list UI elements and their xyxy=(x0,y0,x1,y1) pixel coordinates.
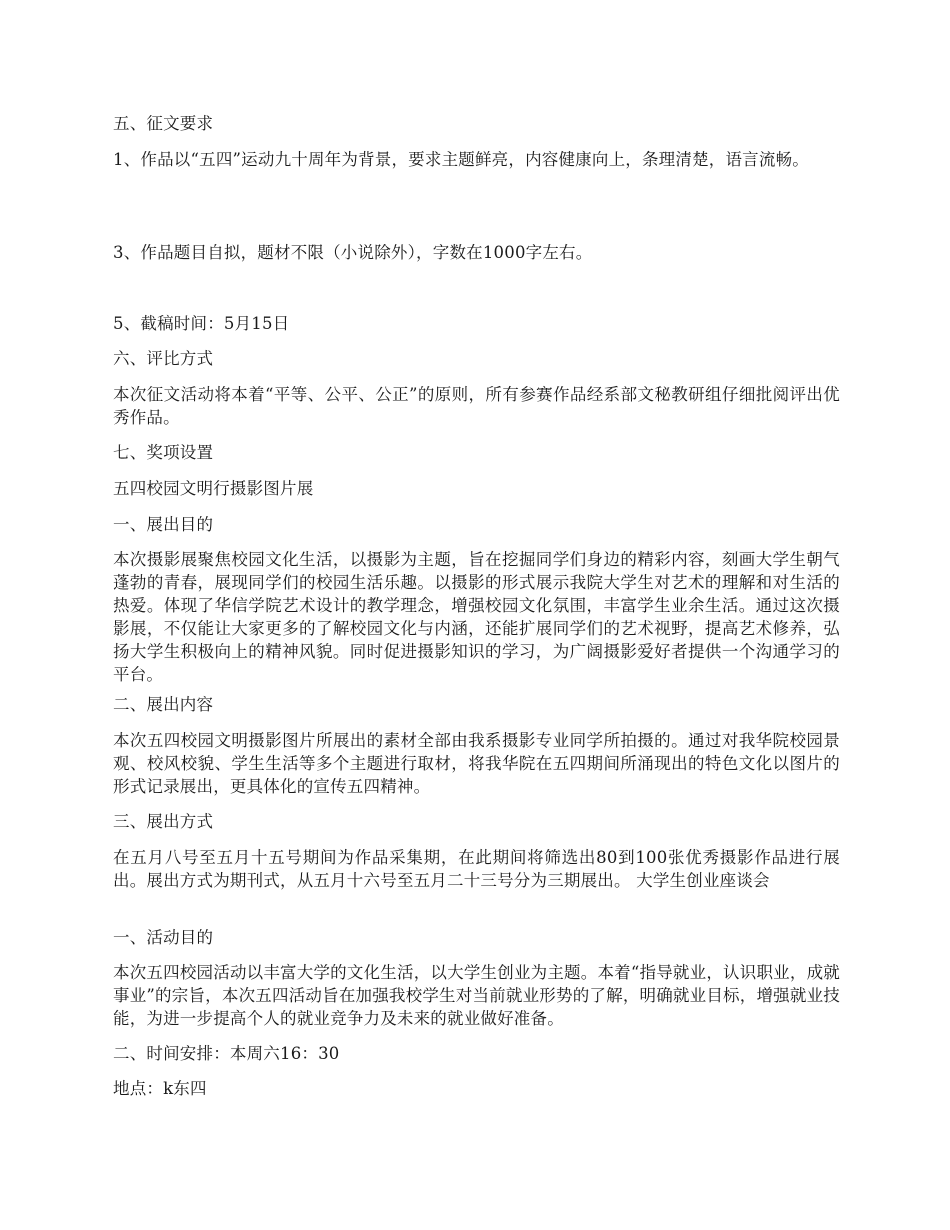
paragraph-requirement-3: 3、作品题目自拟，题材不限（小说除外），字数在1000字左右。 xyxy=(113,243,593,262)
section-heading-activity-purpose: 一、活动目的 xyxy=(113,928,214,947)
paragraph-activity-purpose: 本次五四校园活动以丰富大学的文化生活，以大学生创业为主题。本着“指导就业，认识职业，成就事业”的宗旨，本次五四活动旨在加强我校学生对当前就业形势的了解，明确就业目标，增强就业技能，为进一步提高个人的就业竞争力及未来的就业做好准备。 xyxy=(113,963,840,1028)
paragraph-location: 地点：k东四 xyxy=(113,1079,207,1098)
section-heading-exhibition-content: 二、展出内容 xyxy=(113,695,214,714)
paragraph-requirement-1: 1、作品以“五四”运动九十周年为背景，要求主题鲜亮，内容健康向上，条理清楚，语言流畅。 xyxy=(113,150,809,169)
section-heading-exhibition-purpose: 一、展出目的 xyxy=(113,515,214,534)
paragraph-deadline: 5、截稿时间：5月15日 xyxy=(113,314,290,333)
section-heading-exhibition-method: 三、展出方式 xyxy=(113,812,214,831)
paragraph-schedule: 二、时间安排：本周六16：30 xyxy=(113,1044,340,1063)
paragraph-judging: 本次征文活动将本着“平等、公平、公正”的原则，所有参赛作品经系部文秘教研组仔细批阅评出优秀作品。 xyxy=(113,385,840,427)
section-heading-awards: 七、奖项设置 xyxy=(113,443,214,462)
paragraph-exhibition-content: 本次五四校园文明摄影图片所展出的素材全部由我系摄影专业同学所拍摄的。通过对我华院校园景观、校风校貌、学生生活等多个主题进行取材，将我华院在五四期间所涌现出的特色文化以图片的形式记录展出，更具体化的宣传五四精神。 xyxy=(113,731,840,796)
event-title-photo-exhibition: 五四校园文明行摄影图片展 xyxy=(113,479,314,498)
paragraph-exhibition-method: 在五月八号至五月十五号期间为作品采集期，在此期间将筛选出80到100张优秀摄影作品进行展出。展出方式为期刊式，从五月十六号至五月二十三号分为三期展出。 大学生创业座谈会 xyxy=(113,848,840,890)
paragraph-exhibition-purpose: 本次摄影展聚焦校园文化生活，以摄影为主题，旨在挖掘同学们身边的精彩内容，刻画大学生朝气蓬勃的青春，展现同学们的校园生活乐趣。以摄影的形式展示我院大学生对艺术的理解和对生活的热爱。体现了华信学院艺术设计的教学理念，增强校园文化氛围，丰富学生业余生活。通过这次摄影展，不仅能让大家更多的了解校园文化与内涵，还能扩展同学们的艺术视野，提高艺术修养，弘扬大学生积极向上的精神风貌。同时促进摄影知识的学习，为广阔摄影爱好者提供一个沟通学习的平台。 xyxy=(113,550,840,684)
section-heading-judging: 六、评比方式 xyxy=(113,349,214,368)
section-heading-essay-requirements: 五、征文要求 xyxy=(113,114,214,133)
